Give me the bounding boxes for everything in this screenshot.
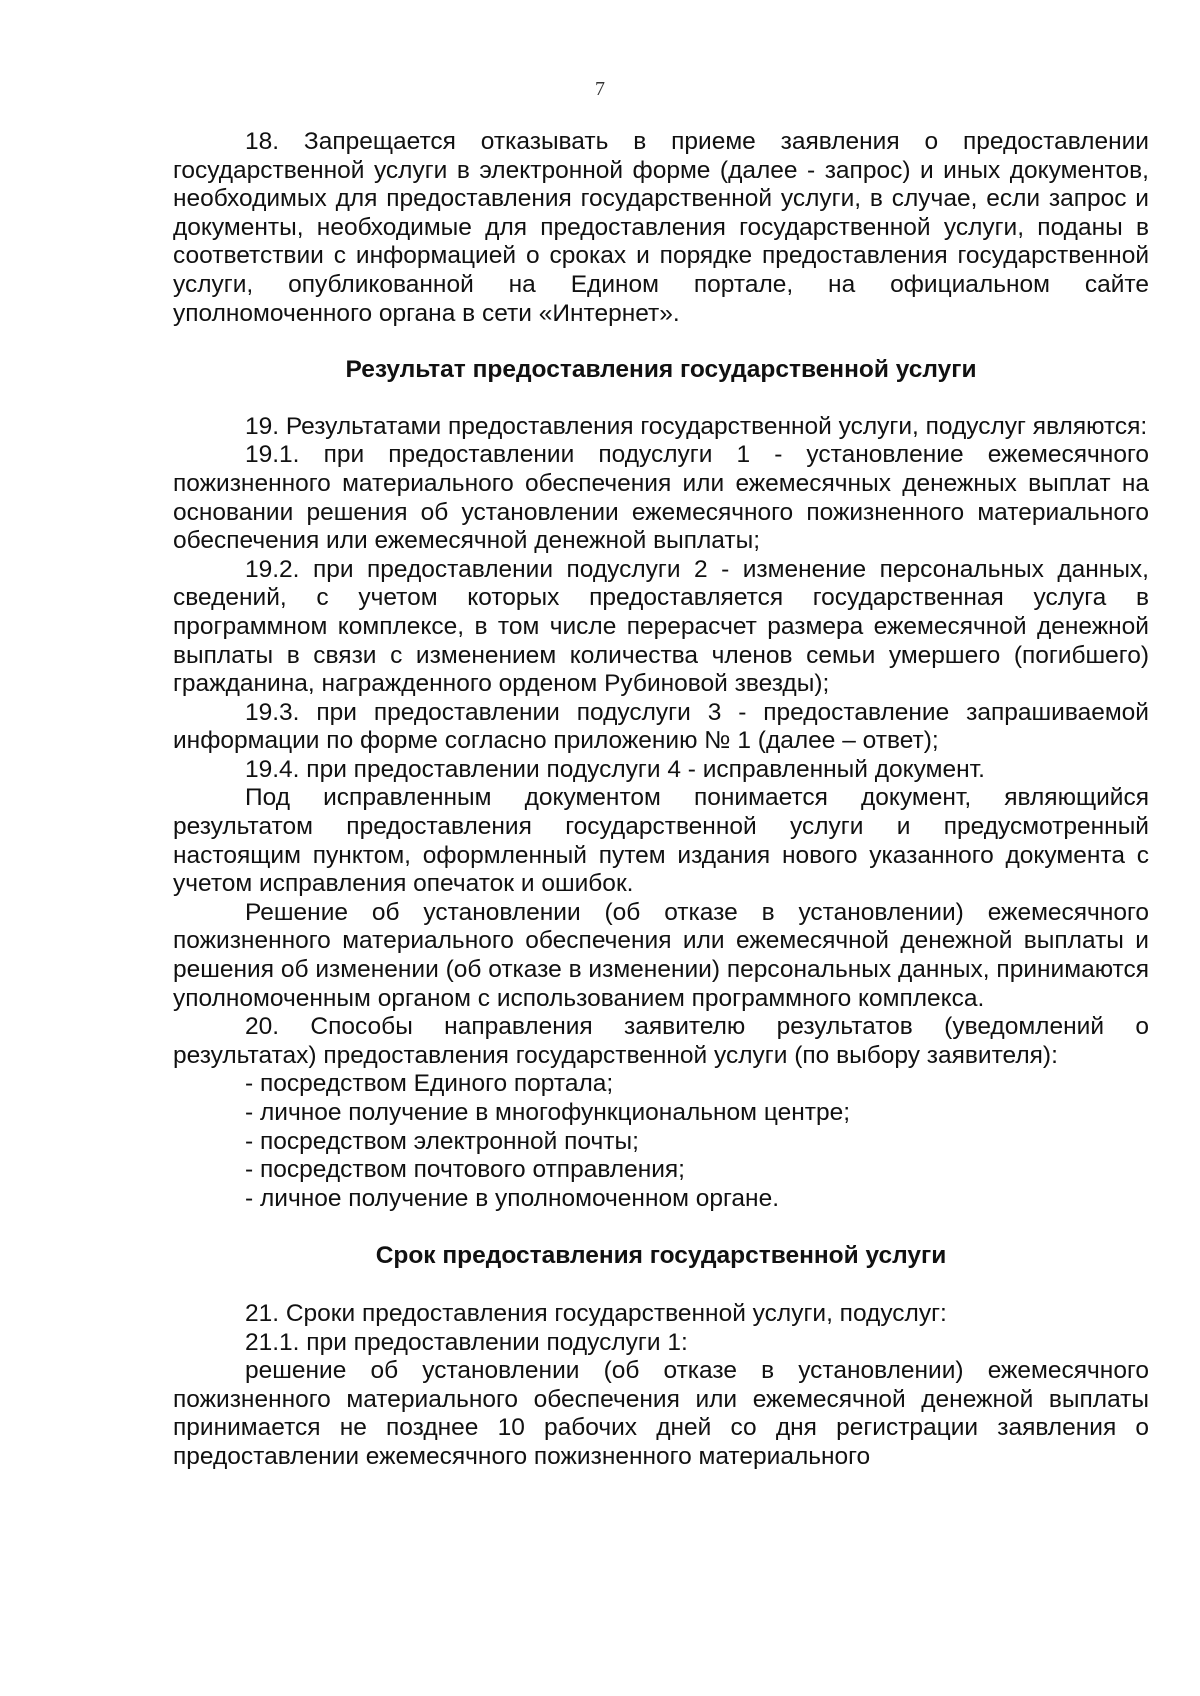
paragraph-19-2: 19.2. при предоставлении подуслуги 2 - изменение персональных данных, сведений, с учетом которых предоставляется государственная услуга в программном комплексе, в том числе перерасчет размера ежемесячной денежной выплаты в связи с изменением количества членов семьи умершего (погибшего) гражданина, награжденного орденом Рубиновой звезды); (173, 555, 1149, 698)
paragraph-19: 19. Результатами предоставления государственной услуги, подуслуг являются: (245, 412, 1148, 440)
heading-result: Результат предоставления государственной услуги (345, 356, 977, 384)
paragraph-19-4: 19.4. при предоставлении подуслуги 4 - исправленный документ. (245, 755, 985, 783)
paragraph-19-1: 19.1. при предоставлении подуслуги 1 - установление ежемесячного пожизненного материального обеспечения или ежемесячных денежных выплат на основании решения об установлении ежемесячного пожизненного материального обеспечения или ежемесячной денежной выплаты; (173, 441, 1149, 555)
list-item: - личное получение в уполномоченном органе. (245, 1184, 780, 1212)
paragraph-19-3: 19.3. при предоставлении подуслуги 3 - предоставление запрашиваемой информации по форме согласно приложению № 1 (далее – ответ); (173, 698, 1149, 755)
paragraph-decision: Решение об установлении (об отказе в установлении) ежемесячного пожизненного материального обеспечения или ежемесячной денежной выплаты и решения об изменении (об отказе в изменении) персональных данных, принимаются уполномоченным органом с использованием программного комплекса. (173, 898, 1149, 1012)
paragraph-20: 20. Способы направления заявителю результатов (уведомлений о результатах) предоставления государственной услуги (по выбору заявителя): (173, 1013, 1149, 1069)
paragraph-corrected-document: Под исправленным документом понимается документ, являющийся результатом предоставления государственной услуги и предусмотренный настоящим пунктом, оформленный путем издания нового указанного документа с учетом исправления опечаток и ошибок. (173, 784, 1149, 898)
document-body (173, 128, 1149, 1472)
page-number: 7 (595, 78, 605, 100)
list-item: - посредством почтового отправления; (245, 1156, 685, 1184)
list-item: - личное получение в многофункциональном центре; (245, 1099, 851, 1126)
list-item: - посредством Единого портала; (245, 1070, 614, 1098)
paragraph-21-1: 21.1. при предоставлении подуслуги 1: (245, 1328, 688, 1356)
paragraph-21: 21. Сроки предоставления государственной услуги, подуслуг: (245, 1299, 947, 1327)
heading-term: Срок предоставления государственной услуги (375, 1242, 947, 1270)
paragraph-18: 18. Запрещается отказывать в приеме заявления о предоставлении государственной услуги в электронной форме (далее - запрос) и иных документов, необходимых для предоставления государственной услуги, в случае, если запрос и документы, необходимые для предоставления государственной услуги, поданы в соответствии с информацией о сроках и порядке предоставления государственной услуги, опубликованной на Едином портале, на официальном сайте уполномоченного органа в сети «Интернет». (173, 128, 1149, 327)
list-item: - посредством электронной почты; (245, 1127, 639, 1155)
paragraph-21-1-text: решение об установлении (об отказе в установлении) ежемесячного пожизненного материального обеспечения или ежемесячной денежной выплаты принимается не позднее 10 рабочих дней со дня регистрации заявления о предоставлении ежемесячного пожизненного материального (173, 1357, 1149, 1470)
